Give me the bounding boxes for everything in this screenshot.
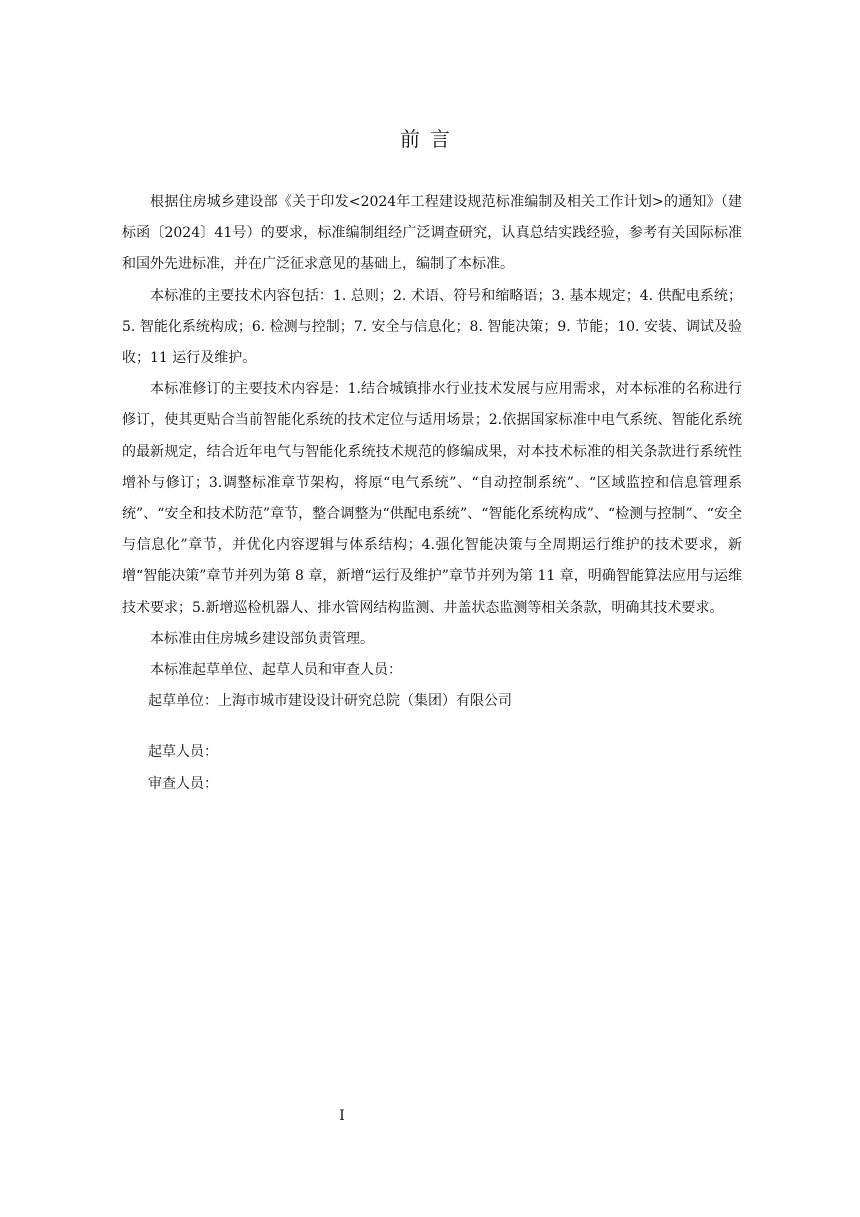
reviewers-label: 审查人员：	[148, 775, 218, 792]
drafters-label: 起草人员：	[148, 744, 218, 761]
management-paragraph: 本标准由住房城乡建设部负责管理。	[150, 630, 374, 647]
drafting-unit: 起草单位：上海市城市建设设计研究总院（集团）有限公司	[148, 693, 512, 710]
page-title: 前言	[400, 127, 460, 151]
participants-paragraph: 本标准起草单位、起草人员和审查人员：	[150, 662, 402, 679]
document-body	[122, 187, 742, 800]
revision-paragraph: 本标准修订的主要技术内容是：1.结合城镇排水行业技术发展与应用需求，对本标准的名称进行修订，使其更贴合当前智能化系统的技术定位与适用场景；2.依据国家标准中电气系统、智能化系统的最新规定，结合近年电气与智能化系统技术规范的修编成果，对本技术标准的相关条款进行系统性增补与修订；3.调整标准章节架构，将原“电气系统”、“自动控制系统”、“区域监控和信息管理系统”、“安全和技术防范”章节，整合调整为“供配电系统”、“智能化系统构成”、“检测与控制”、“安全与信息化”章节，并优化内容逻辑与体系结构；4.强化智能决策与全周期运行维护的技术要求，新增“智能决策”章节并列为第 8 章，新增“运行及维护”章节并列为第 11 章，明确智能算法应用与运维技术要求；5.新增巡检机器人、排水管网结构监测、井盖状态监测等相关条款，明确其技术要求。	[122, 381, 742, 616]
intro-paragraph: 根据住房城乡建设部《关于印发<2024年工程建设规范标准编制及相关工作计划>的通知》（建标函〔2024〕41号）的要求，标准编制组经广泛调查研究，认真总结实践经验，参考有关国际标准和国外先进标准，并在广泛征求意见的基础上，编制了本标准。	[122, 194, 742, 273]
main-contents-paragraph: 本标准的主要技术内容包括：1. 总则；2. 术语、符号和缩略语；3. 基本规定；4. 供配电系统；5. 智能化系统构成；6. 检测与控制；7. 安全与信息化；8. 智能决策；9. 节能；10. 安装、调试及验收；11 运行及维护。	[122, 287, 742, 367]
page-number: I	[339, 1108, 345, 1124]
spacer	[122, 717, 742, 737]
